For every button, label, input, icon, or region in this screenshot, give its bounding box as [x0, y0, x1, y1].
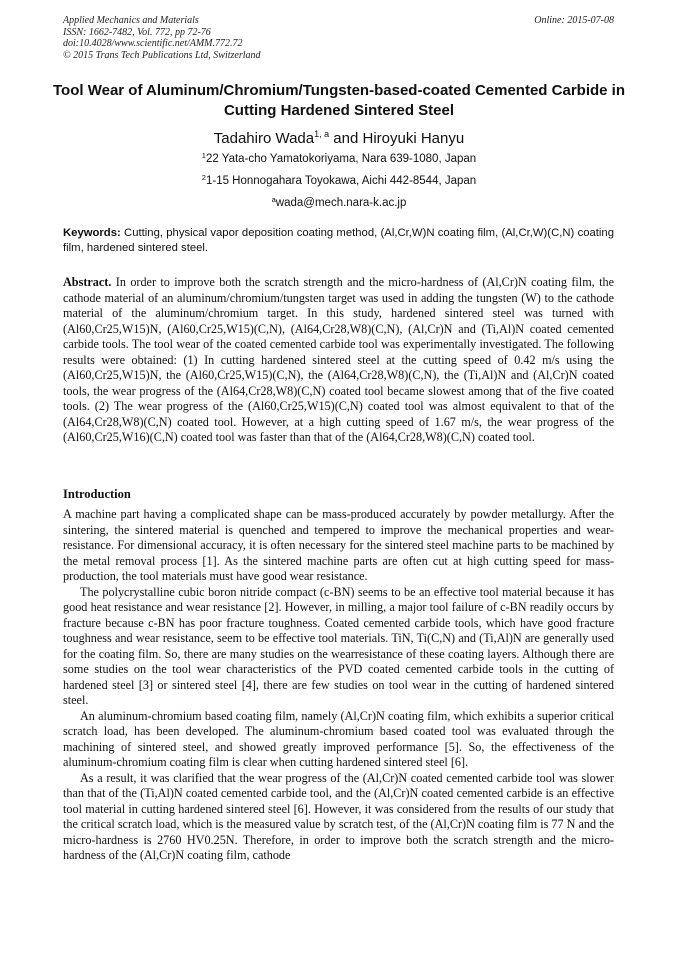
abstract — [63, 275, 614, 446]
online-date: Online: 2015-07-08 — [534, 15, 614, 26]
author-1: Tadahiro Wada — [213, 130, 315, 147]
paragraph: An aluminum-chromium based coating film, namely (Al,Cr)N coating film, which exhibits a superior critical scratch load, has been developed. The aluminum-chromium based coated tool was evaluated through the machining of sintered steel, and showed greatly improved performance [5]. So, the effectiveness of the aluminum-chromium coating film is clear when cutting hardened sintered steel [6]. — [63, 708, 614, 769]
journal-doi: doi:10.4028/www.scientific.net/AMM.772.72 — [63, 38, 243, 49]
abstract-text: In order to improve both the scratch strength and the micro-hardness of (Al,Cr)N coating film, the cathode material of an aluminum/chromium/tungsten target was used in adding the tungsten (W) to the cathode material of the aluminum/chromium target. In this study, hardened sintered steel was turned with (Al60,Cr25,W15)N, (Al60,Cr25,W15)(C,N), (Al64,Cr28,W8)(C,N), (Al,Cr)N and (Ti,Al)N coated cemented carbide tools. The tool wear of the coated cemented carbide tool was experimentally investigated. The following results were obtained: (1) In cutting hardened sintered steel at the cutting speed of 0.42 m/s using the (Al60,Cr25,W15)N, the (Al60,Cr25,W15)(C,N), the (Al64,Cr28,W8)(C,N), the (Ti,Al)N and (Al,Cr)N coated tools, the wear progress of the (Al64,Cr28,W8)(C,N) coated tool became slowest among that of the five coated tools. (2) The wear progress of the (Al60,Cr25,W15)(C,N) coated tool was almost equivalent to that of the (Al64,Cr28,W8)(C,N) coated tool. However, at a high cutting speed of 1.67 m/s, the wear progress of the (Al60,Cr25,W16)(C,N) coated tool was faster than that of the (Al64,Cr28,W8)(C,N) coated tool. — [63, 275, 614, 444]
author-line — [50, 124, 628, 149]
paragraph: A machine part having a complicated shape can be mass-produced accurately by powder metallurgy. After the sintering, the sintered material is quenched and tempered to improve the mechanical properties and wear-resistance. For dimensional accuracy, it is often necessary for the sintered steel machine parts to be machined by the metal removal process [1]. As the sintered machine parts are often cut at high cutting speed for mass-production, the tool materials must have good wear resistance. — [63, 507, 614, 583]
paragraph: As a result, it was clarified that the wear progress of the (Al,Cr)N coated cemented carbide tool was slower than that of the (Ti,Al)N coated cemented carbide tool, and the (Al,Cr)N coated cemented carbide is an effective tool material in cutting hardened sintered steel [6]. However, it was considered from the results of our study that the critical scratch load, which is the measured value by scratch test, of the (Al,Cr)N coating film is 77 N and the micro-hardness is 2760 HV0.25N. Therefore, in order to improve both the scratch strength and the micro-hardness of the (Al,Cr)N coating film, cathode — [63, 770, 614, 862]
affiliation-1 — [50, 149, 628, 166]
email-text[interactable]: wada@mech.nara-k.ac.jp — [275, 197, 407, 209]
author-2: and Hiroyuki Hanyu — [329, 130, 465, 147]
keywords-label: Keywords: — [63, 227, 121, 239]
section-heading-introduction: Introduction — [63, 487, 131, 501]
journal-issn: ISSN: 1662-7482, Vol. 772, pp 72-76 — [63, 26, 211, 38]
author-email — [50, 193, 628, 210]
email-mark: a — [271, 195, 276, 204]
journal-copyright: © 2015 Trans Tech Publications Ltd, Switzerland — [63, 49, 261, 61]
paragraph: The polycrystalline cubic boron nitride compact (c-BN) seems to be an effective tool material because it has good heat resistance and wear resistance [2]. However, in milling, a major tool failure of c-BN readily occurs by fracture because c-BN has poor fracture toughness. Coated cemented carbide tools, which have good fracture toughness and wear resistance, seem to be effective tool materials. TiN, Ti(C,N) and (Ti,Al)N are generally used for the coating film. So, there are many studies on the wearresistance of these coating layers. Although there are some studies on the tool wear characteristics of the PVD coated cemented carbide tools in the cutting of hardened steel [3] or sintered steel [4], there are few studies on tool wear in the cutting of hardened sintered steel. — [63, 584, 614, 707]
affiliation-2 — [50, 171, 628, 188]
author-1-affiliation-mark: 1, a — [314, 129, 330, 139]
affiliation-2-text: 1-15 Honnogahara Toyokawa, Aichi 442-8544, Japan — [205, 175, 477, 187]
abstract-label: Abstract. — [63, 275, 112, 289]
keywords-text: Cutting, physical vapor deposition coating method, (Al,Cr,W)N coating film, (Al,Cr,W)(C,N) coating film, hardened sintered steel. — [63, 227, 614, 254]
affiliation-2-mark: 2 — [201, 173, 206, 182]
affiliation-1-text: 22 Yata-cho Yamatokoriyama, Nara 639-1080, Japan — [205, 153, 477, 165]
introduction-body — [63, 507, 614, 864]
keywords — [63, 226, 614, 256]
journal-header — [63, 15, 614, 61]
affiliation-1-mark: 1 — [201, 151, 206, 160]
journal-name: Applied Mechanics and Materials — [63, 15, 199, 26]
paper-title: Tool Wear of Aluminum/Chromium/Tungsten-based-coated Cemented Carbide in Cutting Hardened Sintered Steel — [53, 82, 625, 119]
